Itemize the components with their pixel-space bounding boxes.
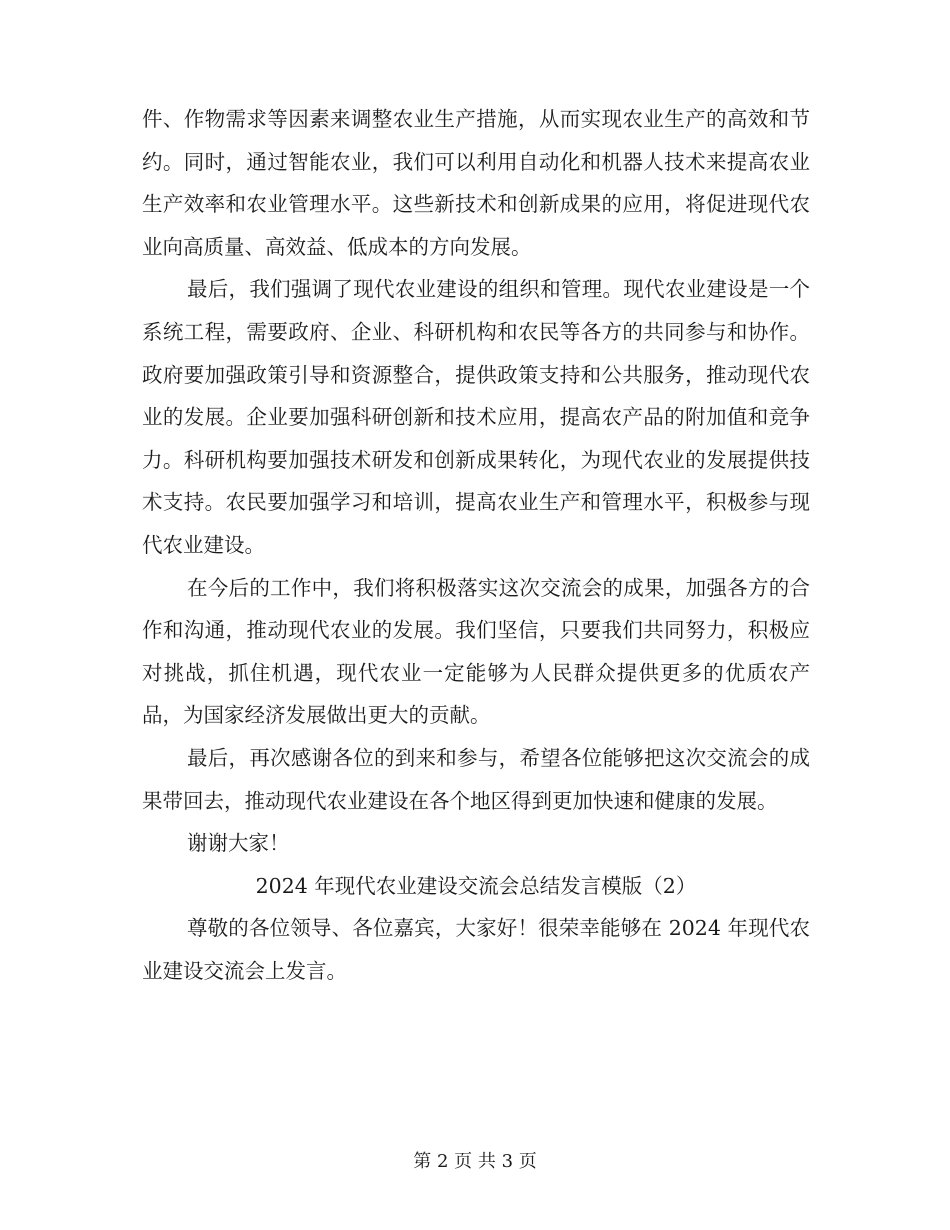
page-number-footer: 第 2 页 共 3 页 [413, 1151, 537, 1172]
document-body [142, 98, 810, 992]
section-title: 2024 年现代农业建设交流会总结发言模版（2） [255, 873, 697, 898]
paragraph-intro: 尊敬的各位领导、各位嘉宾，大家好！很荣幸能够在 2024 年现代农业建设交流会上发言。 [142, 916, 810, 983]
paragraph-closing: 谢谢大家！ [187, 831, 290, 856]
paragraph-organization: 最后，我们强调了现代农业建设的组织和管理。现代农业建设是一个系统工程，需要政府、企业、科研机构和农民等各方的共同参与和协作。政府要加强政策引导和资源整合，提供政策支持和公共服务，推动现代农业的发展。企业要加强科研创新和技术应用，提高农产品的附加值和竞争力。科研机构要加强技术研发和创新成果转化，为现代农业的发展提供技术支持。农民要加强学习和培训，提高农业生产和管理水平，积极参与现代农业建设。 [142, 277, 810, 557]
paragraph-continuation: 件、作物需求等因素来调整农业生产措施，从而实现农业生产的高效和节约。同时，通过智能农业，我们可以利用自动化和机器人技术来提高农业生产效率和农业管理水平。这些新技术和创新成果的应用，将促进现代农业向高质量、高效益、低成本的方向发展。 [142, 107, 810, 259]
paragraph-thanks: 最后，再次感谢各位的到来和参与，希望各位能够把这次交流会的成果带回去，推动现代农业建设在各个地区得到更加快速和健康的发展。 [142, 745, 810, 813]
paragraph-future-work: 在今后的工作中，我们将积极落实这次交流会的成果，加强各方的合作和沟通，推动现代农业的发展。我们坚信，只要我们共同努力，积极应对挑战，抓住机遇，现代农业一定能够为人民群众提供更多的优质农产品，为国家经济发展做出更大的贡献。 [142, 575, 810, 728]
